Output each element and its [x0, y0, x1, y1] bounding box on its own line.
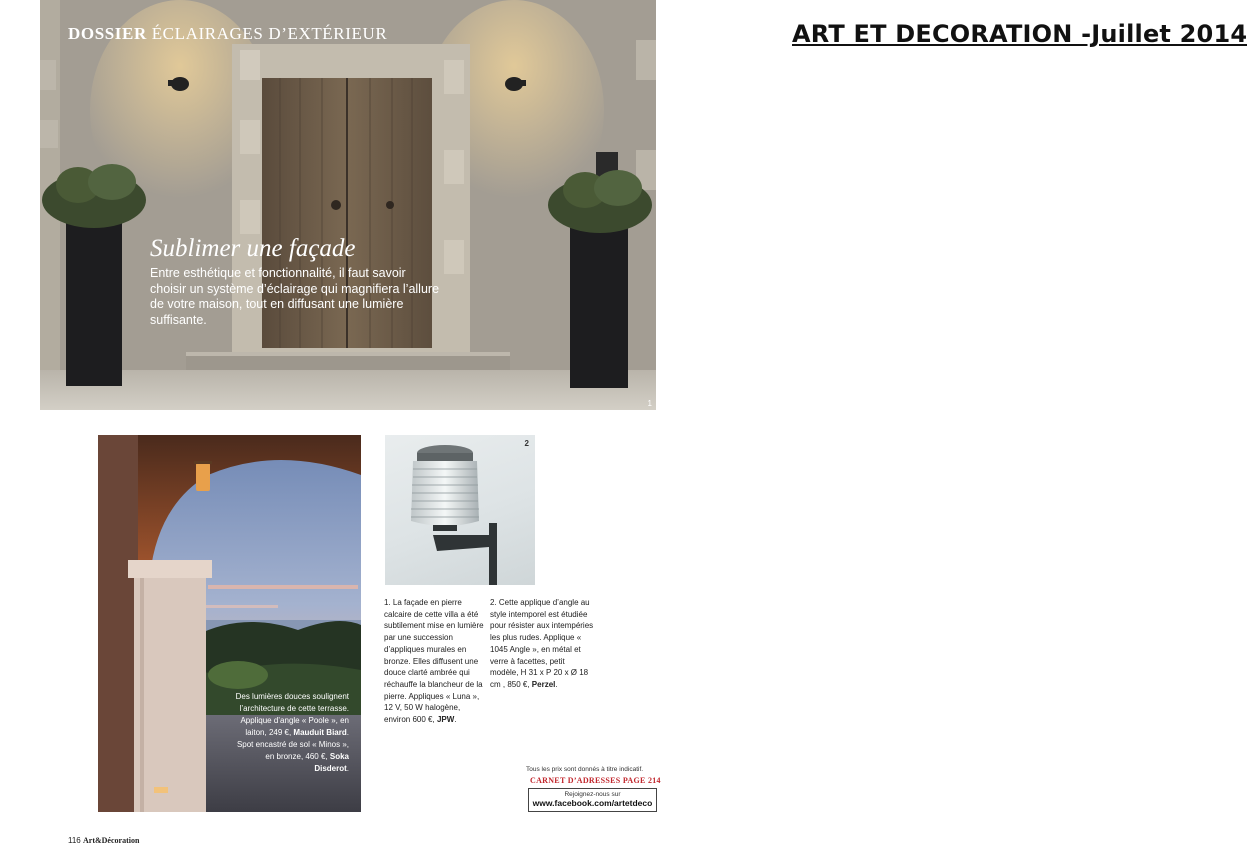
- photo-number-2: 2: [524, 439, 529, 448]
- terrace-photo: [98, 435, 361, 812]
- dossier-heading: DOSSIER ÉCLAIRAGES D’EXTÉRIEUR: [68, 24, 388, 43]
- facebook-url[interactable]: www.facebook.com/artetdeco: [532, 798, 653, 808]
- photo-number-1: 1: [647, 399, 652, 408]
- magazine-header-title: ART ET DECORATION -Juillet 2014: [792, 20, 1247, 48]
- facade-illustration: [40, 0, 656, 410]
- page-number: 116: [68, 836, 81, 845]
- lamp-illustration: [385, 435, 535, 585]
- caption-2: 2. Cette applique d’angle au style intemporel est étudiée pour résister aux intempéries les plus rudes. Applique « 1045 Angle », en métal et verre à facettes, petit modèle, H 31 x P 20 x Ø 18 cm , 850 €, Perzel.: [490, 598, 594, 689]
- terrace-caption: Des lumières douces soulignent l’architecture de cette terrasse. Applique d’angle « Poole », en laiton, 249 €, Mauduit Biard. Spot encastré de sol « Minos », en bronze, 460 €, Soka Disderot.: [235, 692, 349, 773]
- address-book-link[interactable]: CARNET D’ADRESSES PAGE 214: [530, 776, 661, 785]
- article-title: Sublimer une façade: [150, 235, 356, 262]
- facebook-invite: Rejoignez-nous sur: [564, 791, 621, 798]
- facebook-box[interactable]: [528, 788, 657, 812]
- caption-1: 1. La façade en pierre calcaire de cette villa a été subtilement mise en lumière par une succession d’appliques murales en bronze. Elles diffusent une douce clarté ambrée qui réchauffe la blancheur de la pierre. Appliques « Luna », 12 V, 50 W halogène, environ 600 €, JPW.: [384, 598, 484, 725]
- magazine-brand-logo: Art&Décoration: [83, 836, 140, 845]
- article-intro: Entre esthétique et fonctionnalité, il faut savoir choisir un système d’éclairage qui magnifiera l’allure de votre maison, tout en diffusant une lumière suffisante.: [150, 266, 440, 327]
- hero-photo-facade: [40, 0, 656, 410]
- lamp-photo: [385, 435, 535, 585]
- prices-note: Tous les prix sont donnés à titre indicatif.: [526, 766, 644, 773]
- page-folio: [68, 836, 139, 845]
